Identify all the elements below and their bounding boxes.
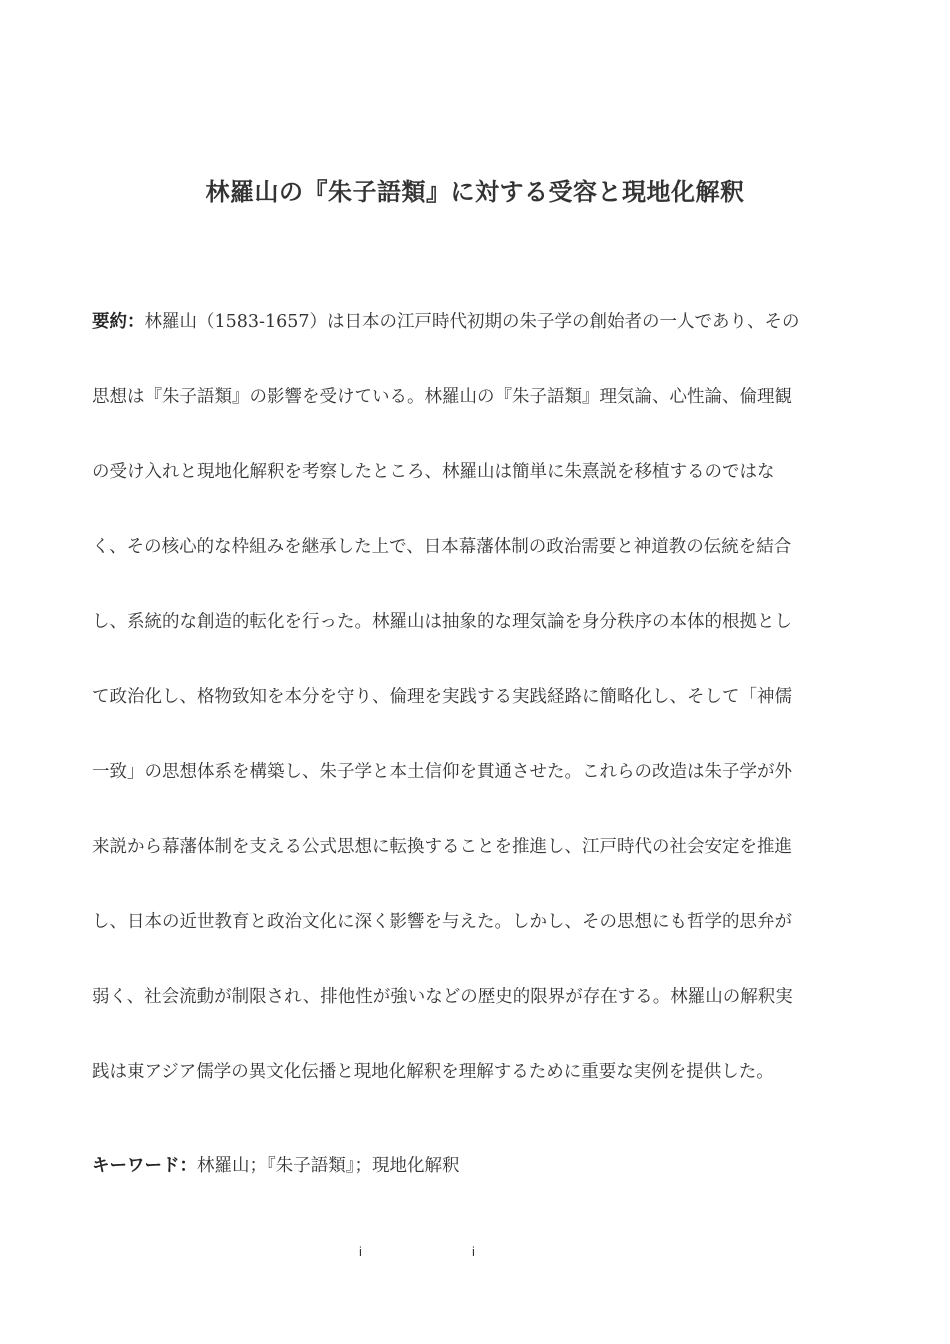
keywords: [92, 1152, 460, 1177]
abstract-line-5: し、系統的な創造的転化を行った。林羅山は抽象的な理気論を身分秩序の本体的根拠とし: [92, 612, 792, 632]
abstract-line-4: く、その核心的な枠組みを継承した上で、日本幕藩体制の政治需要と神道教の伝統を結合: [92, 537, 792, 557]
abstract-label: 要約：: [92, 312, 145, 332]
abstract-line-1: [92, 300, 862, 375]
abstract-line-11: 践は東アジア儒学の異文化伝播と現地化解釈を理解するために重要な実例を提供した。: [92, 1062, 774, 1082]
abstract-line-6: て政治化し、格物致知を本分を守り、倫理を実践する実践経路に簡略化し、そして「神儒: [92, 687, 792, 707]
abstract-line-3: の受け入れと現地化解釈を考察したところ、林羅山は簡単に朱熹説を移植するのではな: [92, 462, 775, 482]
abstract-line-10: 弱く、社会流動が制限され、排他性が強いなどの歴史的限界が存在する。林羅山の解釈実: [92, 987, 793, 1007]
page-number-left: i: [359, 1244, 362, 1259]
abstract: [92, 300, 862, 1125]
keywords-text: 林羅山；『朱子語類』；現地化解釈: [197, 1156, 460, 1176]
abstract-line-9: し、日本の近世教育と政治文化に深く影響を与えた。しかし、その思想にも哲学的思弁が: [92, 912, 792, 932]
abstract-line-8: 来説から幕藩体制を支える公式思想に転換することを推進し、江戸時代の社会安定を推進: [92, 837, 792, 857]
page-number-right: i: [472, 1244, 475, 1259]
abstract-line-7: 一致」の思想体系を構築し、朱子学と本土信仰を貫通させた。これらの改造は朱子学が外: [92, 762, 792, 782]
keywords-label: キーワード：: [92, 1156, 197, 1176]
document-title: 林羅山の『朱子語類』に対する受容と現地化解釈: [205, 177, 745, 206]
abstract-line-2: 思想は『朱子語類』の影響を受けている。林羅山の『朱子語類』理気論、心性論、倫理観: [92, 387, 792, 407]
abstract-line-text: 林羅山（1583-1657）は日本の江戸時代初期の朱子学の創始者の一人であり、その: [144, 312, 800, 332]
